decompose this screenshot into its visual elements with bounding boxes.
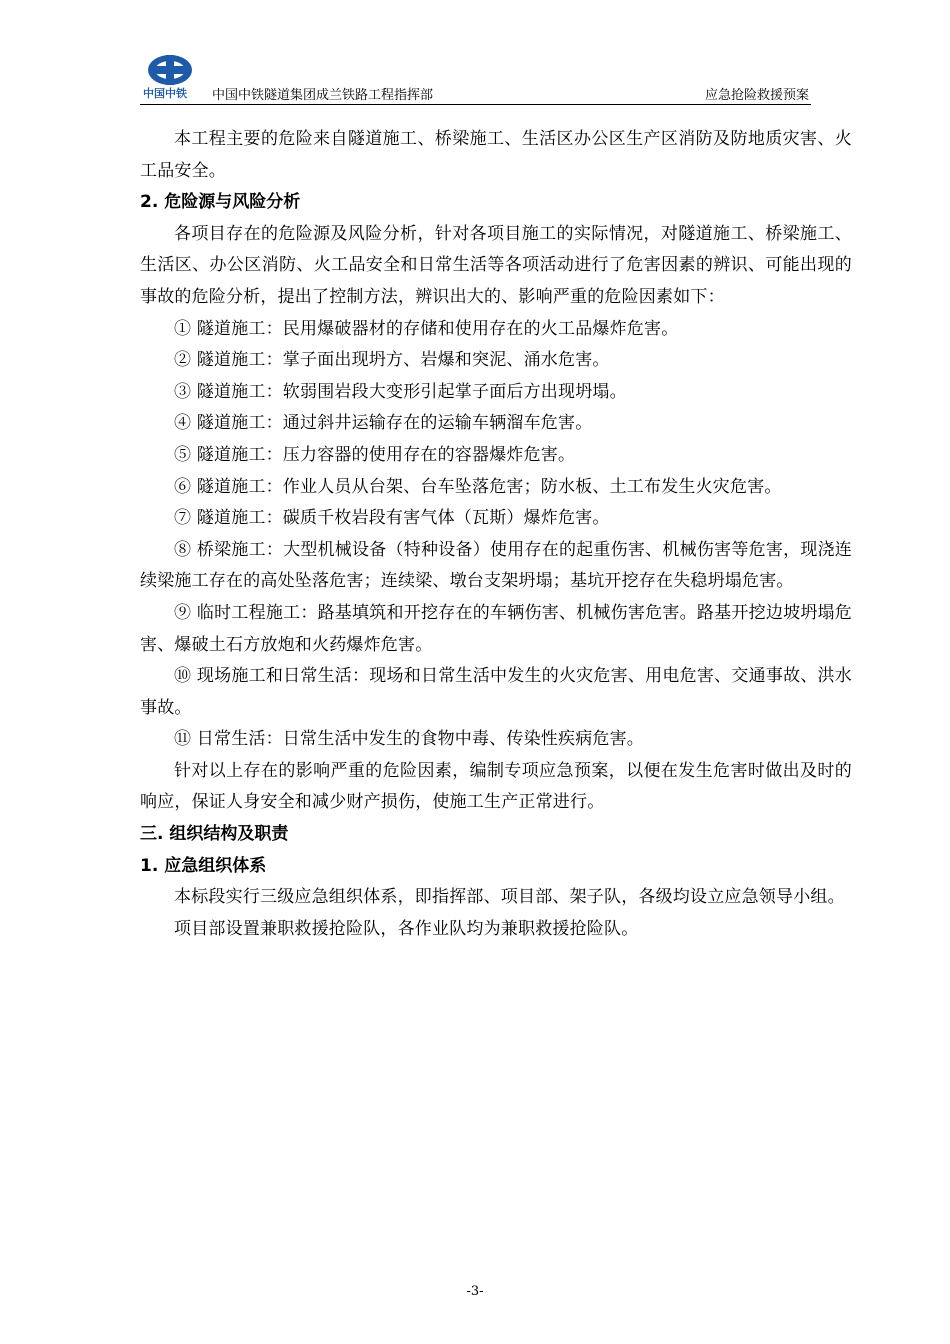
document-body bbox=[140, 124, 852, 945]
section-3-1-paragraph-1: 本标段实行三级应急组织体系，即指挥部、项目部、架子队，各级均设立应急领导小组。 bbox=[174, 887, 845, 908]
hazard-item: ⑧ 桥梁施工：大型机械设备（特种设备）使用存在的起重伤害、机械伤害等危害，现浇连续梁施工存在的高处坠落危害；连续梁、墩台支架坍塌；基坑开挖存在失稳坍塌危害。 bbox=[140, 539, 852, 592]
hazard-item: ③ 隧道施工：软弱围岩段大变形引起掌子面后方出现坍塌。 bbox=[174, 381, 627, 402]
organization-name: 中国中铁隧道集团成兰铁路工程指挥部 bbox=[212, 88, 434, 103]
intro-paragraph: 本工程主要的危险来自隧道施工、桥梁施工、生活区办公区生产区消防及防地质灾害、火工品安全。 bbox=[140, 129, 852, 181]
hazard-item: ⑦ 隧道施工：碳质千枚岩段有害气体（瓦斯）爆炸危害。 bbox=[174, 508, 610, 529]
page-header bbox=[140, 52, 811, 105]
hazard-item: ⑥ 隧道施工：作业人员从台架、台车坠落危害；防水板、土工布发生火灾危害。 bbox=[174, 476, 782, 497]
hazard-item: ⑩ 现场施工和日常生活：现场和日常生活中发生的火灾危害、用电危害、交通事故、洪水事故。 bbox=[140, 666, 852, 718]
logo-text: 中国中铁 bbox=[143, 87, 187, 100]
hazard-item: ⑪ 日常生活：日常生活中发生的食物中毒、传染性疾病危害。 bbox=[174, 729, 645, 750]
hazard-item: ① 隧道施工：民用爆破器材的存储和使用存在的火工品爆炸危害。 bbox=[174, 318, 679, 339]
document-title: 应急抢险救援预案 bbox=[704, 88, 809, 103]
page-number: -3- bbox=[466, 1284, 484, 1299]
section-3-1-heading: 1. 应急组织体系 bbox=[140, 855, 267, 876]
hazard-item: ⑨ 临时工程施工：路基填筑和开挖存在的车辆伤害、机械伤害危害。路基开挖边坡坍塌危害、爆破土石方放炮和火药爆炸危害。 bbox=[140, 602, 852, 655]
conclusion-paragraph: 针对以上存在的影响严重的危险因素，编制专项应急预案，以便在发生危害时做出及时的响应，保证人身安全和减少财产损伤，使施工生产正常进行。 bbox=[140, 760, 852, 813]
section-2-paragraph: 各项目存在的危险源及风险分析，针对各项目施工的实际情况，对隧道施工、桥梁施工、生活区、办公区消防、火工品安全和日常生活等各项活动进行了危害因素的辨识、可能出现的事故的危险分析，提出了控制方法，辨识出大的、影响严重的危险因素如下： bbox=[140, 223, 852, 307]
hazard-item: ④ 隧道施工：通过斜井运输存在的运输车辆溜车危害。 bbox=[174, 413, 593, 434]
hazard-item: ⑤ 隧道施工：压力容器的使用存在的容器爆炸危害。 bbox=[174, 444, 576, 465]
hazard-item: ② 隧道施工：掌子面出现坍方、岩爆和突泥、涌水危害。 bbox=[174, 350, 610, 371]
section-3-1-paragraph-2: 项目部设置兼职救援抢险队，各作业队均为兼职救援抢险队。 bbox=[174, 918, 639, 939]
section-2-heading: 2. 危险源与风险分析 bbox=[140, 192, 301, 213]
section-3-heading: 三. 组织结构及职责 bbox=[140, 824, 289, 845]
